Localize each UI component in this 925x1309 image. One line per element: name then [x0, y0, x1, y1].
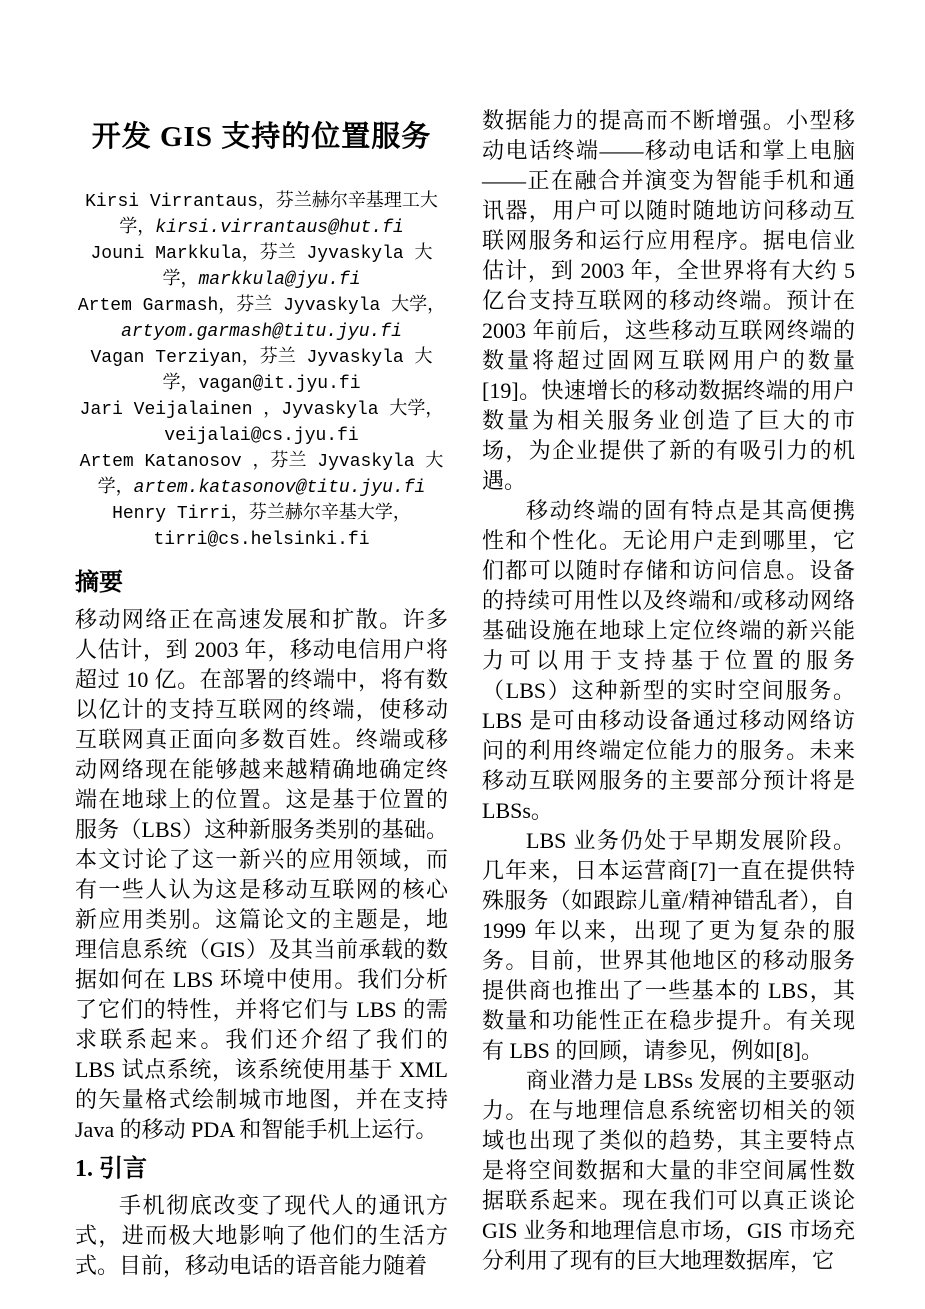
author-entry — [75, 189, 448, 241]
author-name-affiliation: Henry Tirri，芬兰赫尔辛基大学， — [112, 504, 411, 524]
author-block — [75, 189, 448, 553]
author-name-affiliation: Jari Veijalainen ，Jyvaskyla 大学， — [79, 400, 444, 420]
intro-paragraph-2: 移动终端的固有特点是其高便携性和个性化。无论用户走到哪里，它们都可以随时存储和访问信息。设备的持续可用性以及终端和/或移动网络基础设施在地球上定位终端的新兴能力可以用于支持基于位置的服务（LBS）这种新型的实时空间服务。LBS 是可由移动设备通过移动网络访问的利用终端定位能力的服务。未来移动互联网服务的主要部分预计将是 LBSs。 — [482, 498, 855, 823]
author-entry — [75, 397, 448, 449]
left-column — [75, 106, 448, 1281]
author-email: artyom.garmash@titu.jyu.fi — [121, 322, 402, 342]
author-entry — [75, 241, 448, 293]
author-email: kirsi.virrantaus@hut.fi — [155, 218, 404, 238]
author-email: veijalai@cs.jyu.fi — [164, 426, 359, 446]
author-email: markkula@jyu.fi — [198, 270, 361, 290]
author-name-affiliation: Artem Katanosov ，芬兰 Jyvaskyla 大学， — [79, 452, 444, 498]
author-entry — [75, 501, 448, 553]
author-name-affiliation: Artem Garmash，芬兰 Jyvaskyla 大学， — [77, 296, 446, 316]
intro-paragraph-4: 商业潜力是 LBSs 发展的主要驱动力。在与地理信息系统密切相关的领域也出现了类似的趋势，其主要特点是将空间数据和大量的非空间属性数据联系起来。现在我们可以真正谈论 GIS 业务和地理信息市场，GIS 市场充分利用了现有的巨大地理数据库，它 — [482, 1068, 855, 1273]
author-entry — [75, 449, 448, 501]
author-entry — [75, 345, 448, 397]
author-email: artem.katasonov@titu.jyu.fi — [133, 478, 426, 498]
author-entry — [75, 293, 448, 345]
intro-paragraph-3: LBS 业务仍处于早期发展阶段。几年来，日本运营商[7]一直在提供特殊服务（如跟踪儿童/精神错乱者），自 1999 年以来，出现了更为复杂的服务。目前，世界其他地区的移动服务提供商也推出了一些基本的 LBS，其数量和功能性正在稳步提升。有关现有 LBS 的回顾，请参见，例如[8]。 — [482, 828, 855, 1063]
introduction-heading: 1. 引言 — [75, 1156, 147, 1182]
abstract-heading: 摘要 — [75, 570, 123, 596]
author-name-affiliation: Jouni Markkula，芬兰 Jyvaskyla 大学， — [90, 244, 433, 290]
intro-paragraph-continued: 数据能力的提高而不断增强。小型移动电话终端——移动电话和掌上电脑——正在融合并演变为智能手机和通讯器，用户可以随时随地访问移动互联网服务和运行应用程序。据电信业估计，到 2003 年，全世界将有大约 5 亿台支持互联网的移动终端。预计在 2003 年前后，这些移动互联网终端的数量将超过固网互联网用户的数量[19]。快速增长的移动数据终端的用户数量为相关服务业创造了巨大的市场，为企业提供了新的有吸引力的机遇。 — [482, 108, 855, 493]
paper-title: 开发 GIS 支持的位置服务 — [91, 121, 432, 153]
right-column — [482, 106, 855, 1281]
author-name-affiliation: Kirsi Virrantaus，芬兰赫尔辛基理工大学， — [85, 192, 438, 238]
intro-paragraph-left: 手机彻底改变了现代人的通讯方式，进而极大地影响了他们的生活方式。目前，移动电话的语音能力随着 — [75, 1193, 448, 1278]
author-email: tirri@cs.helsinki.fi — [153, 530, 370, 550]
abstract-text: 移动网络正在高速发展和扩散。许多人估计，到 2003 年，移动电信用户将超过 10 亿。在部署的终端中，将有数以亿计的支持互联网的终端，使移动互联网真正面向多数百姓。终端或移动网络现在能够越来越精确地确定终端在地球上的位置。这是基于位置的服务（LBS）这种新服务类别的基础。本文讨论了这一新兴的应用领域，而有一些人认为这是移动互联网的核心新应用类别。这篇论文的主题是，地理信息系统（GIS）及其当前承载的数据如何在 LBS 环境中使用。我们分析了它们的特性，并将它们与 LBS 的需求联系起来。我们还介绍了我们的 LBS 试点系统，该系统使用基于 XML 的矢量格式绘制城市地图，并在支持 Java 的移动 PDA 和智能手机上运行。 — [75, 607, 448, 1142]
author-email: vagan@it.jyu.fi — [198, 374, 361, 394]
author-name-affiliation: Vagan Terziyan，芬兰 Jyvaskyla 大学， — [90, 348, 433, 394]
